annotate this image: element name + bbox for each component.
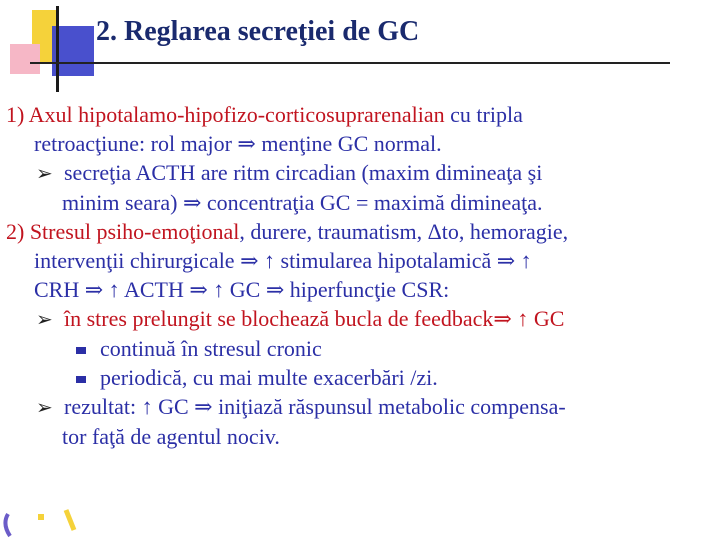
point-1 <box>6 100 714 129</box>
bullet-3-line2: tor faţă de agentul nociv. <box>62 424 280 449</box>
point-2-line3: CRH ⇒ ↑ ACTH ⇒ ↑ GC ⇒ hiperfuncţie CSR: <box>34 277 450 302</box>
square-bullet-icon <box>76 376 86 383</box>
bullet-3-text: rezultat: ↑ GC ⇒ iniţiază răspunsul metabolic compensa- <box>64 394 566 419</box>
point-2-line2: intervenţii chirurgicale ⇒ ↑ stimularea hipotalamică ⇒ ↑ <box>34 248 532 273</box>
point-2-rest: , durere, traumatism, Δto, hemoragie, <box>239 219 569 244</box>
arrow-bullet-icon: ➢ <box>36 307 53 331</box>
slide-body <box>6 100 714 451</box>
decor-pink-square <box>10 44 40 74</box>
bullet-1-text: secreţia ACTH are ritm circadian (maxim dimineaţa şi <box>64 160 543 185</box>
bullet-1-line2: minim seara) ⇒ concentraţia GC = maximă dimineaţa. <box>62 190 543 215</box>
sub-bullet-1 <box>6 334 714 363</box>
slide-title: 2. Reglarea secreţiei de GC <box>96 16 420 47</box>
decor-vertical-line <box>56 6 59 92</box>
sub-bullet-2-text: periodică, cu mai multe exacerbări /zi. <box>100 365 438 390</box>
square-bullet-icon <box>76 347 86 354</box>
sub-bullet-1-text: continuă în stresul cronic <box>100 336 322 361</box>
bullet-1 <box>6 158 714 188</box>
arrow-bullet-icon: ➢ <box>36 161 53 185</box>
bullet-2-text: în stres prelungit se blochează bucla de feedback⇒ ↑ GC <box>64 306 565 331</box>
point-1-label: 1) Axul hipotalamo-hipofizo-corticosuprarenalian <box>6 102 445 127</box>
arrow-bullet-icon: ➢ <box>36 395 53 419</box>
point-2-label: 2) Stresul psiho-emoţional <box>6 219 240 244</box>
bullet-3 <box>6 392 714 422</box>
bullet-2 <box>6 304 714 334</box>
sub-bullet-2 <box>6 363 714 392</box>
decor-bottom-marks <box>0 500 90 540</box>
point-2 <box>6 217 714 246</box>
title-underline <box>30 62 670 64</box>
point-1-rest: cu tripla <box>444 102 523 127</box>
point-1-line2: retroacţiune: rol major ⇒ menţine GC normal. <box>34 131 442 156</box>
